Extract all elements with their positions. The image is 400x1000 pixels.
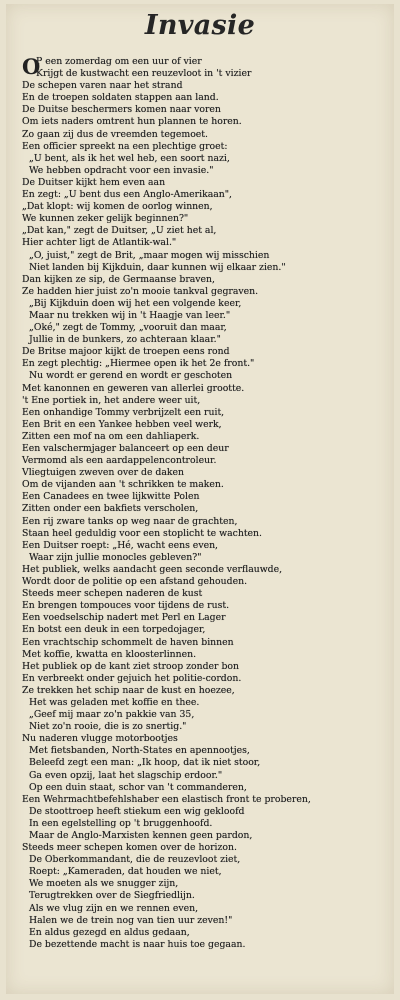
poem-line: Roept: „Kameraden, dat houden we niet,: [29, 866, 222, 878]
poem-line: Met koffie, kwatta en kloosterlinnen.: [22, 648, 197, 660]
poem-line: Jullie in de bunkers, zo achteraan klaar.": [29, 334, 221, 346]
poem-line: „Oké," zegt de Tommy, „vooruit dan maar,: [29, 322, 227, 334]
poem-line: En botst een deuk in een torpedojager,: [22, 624, 206, 636]
poem-line: Een Wehrmachtbefehlshaber een elastisch front te proberen,: [22, 793, 311, 805]
poem-line: En verbreekt onder gejuich het politie-cordon.: [22, 672, 242, 684]
poem-line: Het was geladen met koffie en thee.: [29, 696, 200, 708]
poem-line: Een Duitser roept: „Hé, wacht eens even,: [22, 539, 219, 551]
poem-line: Een officier spreekt na een plechtige groet:: [22, 140, 228, 152]
poem-line: Het publiek op de kant ziet stroop zonder bon: [22, 660, 239, 672]
poem-line: Vliegtuigen zweven over de daken: [22, 467, 185, 479]
poem-line: „U bent, als ik het wel heb, een soort nazi,: [29, 152, 230, 164]
poem-line: „Dat kan," zegt de Duitser, „U ziet het al,: [22, 225, 217, 237]
poem-body: [22, 56, 392, 951]
poem-line: En brengen tompouces voor tijdens de rust.: [22, 600, 230, 612]
poem-line: Om de vijanden aan 't schrikken te maken.: [22, 479, 224, 491]
poem-line: De Oberkommandant, die de reuzevloot ziet,: [29, 854, 241, 866]
poem-line: Beleefd zegt een man: „Ik hoop, dat ik niet stoor,: [29, 757, 261, 769]
poem-line: Steeds meer schepen naderen de kust: [22, 588, 203, 600]
poem-line: Terugtrekken over de Siegfriedlijn.: [29, 890, 195, 902]
poem-line: Steeds meer schepen komen over de horizon.: [22, 842, 237, 854]
poem-line: Een valschermjager balanceert op een deur: [22, 443, 229, 454]
poem-title: Invasie: [144, 10, 256, 41]
poem-line: De Duitser kijkt hem even aan: [22, 176, 166, 188]
poem-line: We kunnen zeker gelijk beginnen?": [22, 213, 189, 225]
poem-line: Ze hadden hier juist zo'n mooie tankval gegraven.: [22, 285, 259, 297]
poem-line: Om iets naders omtrent hun plannen te horen.: [22, 116, 242, 128]
poem-line: De stoottroep heeft stiekum een wig gekloofd: [29, 805, 245, 817]
poem-line: Een voedselschip nadert met Perl en Lager: [22, 612, 226, 624]
poem-line: Zitten onder een bakfiets verscholen,: [22, 503, 199, 515]
poem-line: P een zomerdag om een uur of vier: [36, 56, 202, 67]
poem-line: Hier achter ligt de Atlantik-wal.": [22, 237, 177, 249]
poem-line: „Bij Kijkduin doen wij het een volgende keer,: [29, 297, 242, 309]
poem-line: Niet landen bij Kijkduin, daar kunnen wij elkaar zien.": [29, 261, 286, 273]
poem-line: Het publiek, welks aandacht geen seconde verflauwde,: [22, 563, 283, 575]
poem-line: En aldus gezegd en aldus gedaan,: [29, 926, 190, 938]
poem-line: Dan kijken ze sip, de Germaanse braven,: [22, 273, 216, 285]
poem-line: Een rij zware tanks op weg naar de grachten,: [22, 515, 238, 527]
poem-line: En zegt plechtig: „Hiermee open ik het 2e front.": [22, 358, 255, 370]
poem-line: De schepen varen naar het strand: [22, 80, 183, 92]
poem-line: Zo gaan zij dus de vreemden tegemoet.: [22, 128, 208, 140]
poem-line: „O, juist," zegt de Brit, „maar mogen wij misschien: [29, 249, 270, 261]
poem-line: De bezettende macht is naar huis toe gegaan.: [29, 938, 246, 950]
poem-line: Een Canadees en twee lijkwitte Polen: [22, 491, 200, 503]
poem-line: Vermomd als een aardappelencontroleur.: [22, 455, 217, 467]
poem-line: Halen we de trein nog van tien uur zeven!": [29, 914, 233, 926]
poem-line: Nu naderen vlugge motorbootjes: [22, 733, 178, 745]
drop-cap: O: [22, 54, 41, 79]
poem-line: Ze trekken het schip naar de kust en hoezee,: [22, 684, 235, 696]
poem-line: Met kanonnen en geweren van allerlei grootte.: [22, 382, 245, 394]
poem-line: Een onhandige Tommy verbrijzelt een ruit,: [22, 406, 225, 418]
poem-line: Op een duin staat, schor van 't commanderen,: [29, 781, 247, 793]
poem-line: Niet zo'n rooie, die is zo snertig.": [29, 721, 187, 733]
poem-line: Een Brit en een Yankee hebben veel werk,: [22, 418, 222, 430]
poem-line: We moeten als we snugger zijn,: [29, 878, 179, 890]
poem-line: Wordt door de politie op een afstand gehouden.: [22, 576, 248, 588]
poem-line: In een egelstelling op 't bruggenhoofd.: [29, 817, 213, 829]
poem-line: „Geef mij maar zo'n pakkie van 35,: [29, 709, 195, 721]
poem-line: Een vrachtschip schommelt de haven binnen: [22, 636, 234, 648]
poem-line: En de troepen soldaten stappen aan land.: [22, 92, 219, 104]
poem-line: Maar de Anglo-Marxisten kennen geen pardon,: [29, 830, 253, 841]
poem-line: „Dat klopt: wij komen de oorlog winnen,: [22, 201, 213, 213]
poem-line: De Britse majoor kijkt de troepen eens rond: [22, 346, 230, 358]
poem-line: Waar zijn jullie monocles gebleven?": [29, 551, 202, 563]
poem-line: Staan heel geduldig voor een stoplicht te wachten.: [22, 527, 262, 539]
poem-line: Maar nu trekken wij in 't Haagje van leer.": [29, 309, 231, 321]
poem-line: En zegt: „U bent dus een Anglo-Amerikaan",: [22, 189, 233, 201]
poem-line: Nu wordt er gerend en wordt er geschoten: [29, 370, 233, 382]
poem-line: Zitten een mof na om een dahliaperk.: [22, 430, 200, 442]
poem-line: We hebben opdracht voor een invasie.": [29, 164, 214, 176]
poem-line: 't Ene portiek in, het andere weer uit,: [22, 394, 201, 406]
poem-line: Krijgt de kustwacht een reuzevloot in 't vizier: [36, 68, 252, 80]
poem-line: Als we vlug zijn en we rennen even,: [29, 902, 199, 914]
poem-line: Ga even opzij, laat het slagschip erdoor.": [29, 769, 223, 781]
poem-line: De Duitse beschermers komen naar voren: [22, 104, 221, 116]
poem-line: Met fietsbanden, North-States en apennootjes,: [29, 745, 250, 757]
